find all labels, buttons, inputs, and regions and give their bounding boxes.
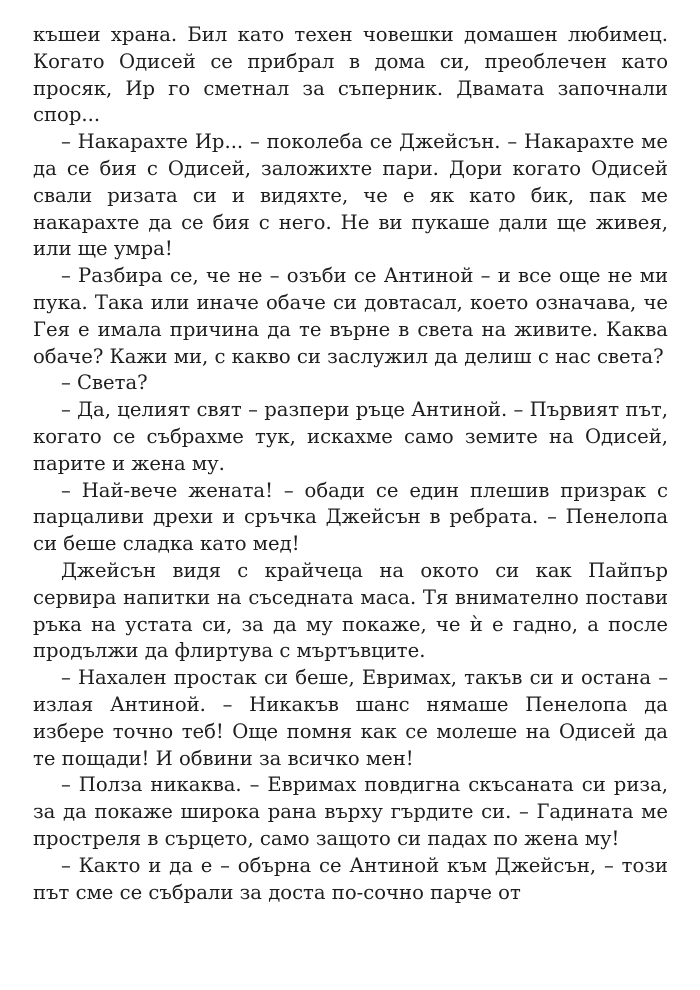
paragraph-8: – Нахален простак си беше, Евримах, такъв си и остана – излая Антиной. – Никакъв шанс нямаше Пенелопа да избере точно теб! Още помня как се молеше на Одисей да те пощади! И обвини за всичко мен!: [33, 666, 668, 770]
paragraph-9: – Полза никаква. – Евримах повдигна скъсаната си риза, за да покаже широка рана върху гърдите си. – Гадината ме простреля в сърцето, само защото си падах по жена му!: [33, 773, 668, 850]
paragraph-3: – Разбира се, че не – озъби се Антиной – и все още не ми пука. Така или иначе обаче си довтасал, което означава, че Гея е имала причина да те върне в света на живите. Каква обаче? Кажи ми, с какво си заслужил да делиш с нас света?: [33, 264, 668, 368]
paragraph-6: – Най-вече жената! – обади се един плешив призрак с парцаливи дрехи и сръчка Джейсън в ребрата. – Пенелопа си беше сладка като мед!: [33, 478, 668, 556]
paragraph-7: Джейсън видя с крайчеца на окото си как Пайпър сервира напитки на съседната маса. Тя внимателно постави ръка на устата си, за да му покаже, че ѝ е гадно, а после продължи да флиртува с мъртъвците.: [33, 558, 668, 663]
paragraph-10: – Както и да е – обърна се Антиной към Джейсън, – този път сме се събрали за доста по-сочно парче от: [33, 853, 668, 904]
paragraph-2: – Накарахте Ир... – поколеба се Джейсън. – Накарахте ме да се бия с Одисей, заложихте пари. Дори когато Одисей свали ризата си и видяхте, че е як като бик, пак ме накарахте да се бия с него. Не ви пукаше дали ще живея, или ще умра!: [33, 130, 668, 261]
paragraph-5: – Да, целият свят – разпери ръце Антиной. – Първият път, когато се събрахме тук, искахме само земите на Одисей, парите и жена му.: [33, 398, 668, 475]
paragraph-1: къшеи храна. Бил като техен човешки домашен любимец. Когато Одисей се прибрал в дома си, преоблечен като просяк, Ир го сметнал за съперник. Двамата започнали спор...: [33, 23, 668, 127]
paragraph-4: – Света?: [61, 371, 148, 395]
